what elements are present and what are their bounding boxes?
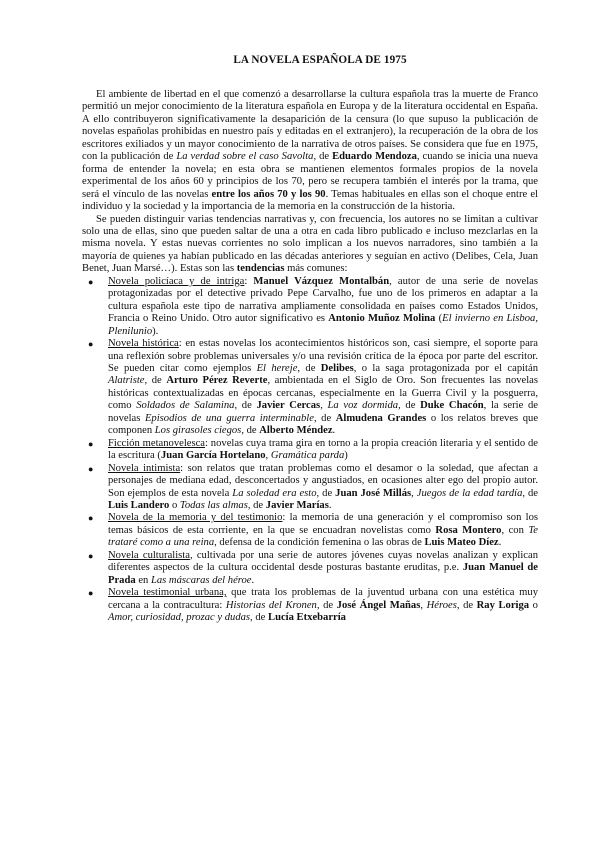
text: . bbox=[328, 499, 332, 511]
work-title: Amor, curiosidad, prozac y dudas bbox=[108, 612, 251, 624]
work-title: La verdad sobre el caso Savolta bbox=[176, 151, 314, 163]
emphasis: tendencias bbox=[236, 263, 285, 275]
text: , de bbox=[234, 400, 257, 412]
text: . bbox=[332, 425, 336, 437]
list-item bbox=[88, 549, 538, 587]
text: , de bbox=[522, 487, 539, 499]
bullet-icon: ● bbox=[88, 588, 94, 599]
work-title: Soldados de Salamina bbox=[136, 400, 235, 412]
work-title: El hereje bbox=[256, 362, 298, 374]
text: . bbox=[251, 574, 255, 586]
document-title: LA NOVELA ESPAÑOLA DE 1975 bbox=[233, 54, 407, 66]
work-title: La soledad era esto bbox=[232, 487, 317, 499]
text: , bbox=[420, 599, 427, 611]
tendencies-paragraph bbox=[82, 214, 538, 276]
author-name: Luis Mateo Díez bbox=[424, 537, 499, 549]
text: , de bbox=[313, 151, 333, 163]
text: , defensa de la condición femenina o las obras de bbox=[214, 537, 425, 549]
list-item bbox=[88, 437, 538, 463]
text: , de bbox=[250, 612, 268, 624]
text: Se pueden distinguir varias tendencias narrativas y, con frecuencia, los autores no se limitan a cultivar solo una de ellas, sino que pueden saltar de una a otra en cada libro publicado e incluso mezclarlas en la misma novela. Y estas nuevas corrientes no solo implican a los nuevos narradores, sino también a la mayoría de quienes ya habían publicado en las décadas anteriores y seguían en activo (Delibes, Cela, Juan Benet, Juan Marsé…). Estas son las bbox=[82, 213, 538, 275]
author-name: Rosa Montero bbox=[435, 524, 502, 536]
author-name: Javier Cercas bbox=[256, 400, 321, 412]
text: ) bbox=[344, 450, 348, 462]
bullet-icon: ● bbox=[88, 276, 94, 287]
author-name: Alberto Méndez bbox=[259, 425, 333, 437]
item-label: Novela policíaca y de intriga bbox=[108, 275, 245, 287]
author-name: Duke Chacón bbox=[420, 400, 484, 412]
text: , bbox=[265, 450, 271, 462]
text: : la memoria de una generación y el compromiso son los temas básicos de esta corriente, en la que se encuadran novelistas como bbox=[108, 512, 538, 536]
text: , cultivada por una serie de autores jóvenes cuyas novelas analizan y explican diferentes aspectos de la cultura occidental desde posturas bastante eruditas, p.e. bbox=[108, 549, 538, 574]
list-item bbox=[88, 587, 538, 624]
bullet-icon: ● bbox=[88, 339, 94, 350]
text: , de bbox=[316, 487, 336, 499]
author-name: Ray Loriga bbox=[476, 599, 530, 611]
text: , de bbox=[316, 599, 337, 611]
text: , bbox=[411, 487, 417, 499]
author-name: Lucía Etxebarría bbox=[268, 612, 346, 624]
work-title: La voz dormida bbox=[327, 400, 399, 412]
work-title: Héroes bbox=[426, 599, 457, 611]
work-title: Las máscaras del héroe bbox=[150, 574, 252, 586]
text: , bbox=[320, 400, 328, 412]
text: : bbox=[244, 275, 254, 287]
author-name: Juan García Hortelano bbox=[160, 450, 266, 462]
text: que trata los problemas de la juventud urbana con una estética muy cercana a la contracultura: bbox=[108, 587, 538, 611]
text: , de bbox=[297, 362, 321, 374]
author-name: Juan José Millás bbox=[335, 487, 412, 499]
text: , cuando se inicia una nueva forma de entender la novela; en esta obra se mantienen elementos formales propios de la novela experimental de los años 60 y principios de los 70, pero se recupera también el interés por la trama, que será el vínculo de las novelas bbox=[82, 151, 538, 200]
tendencies-list bbox=[82, 276, 538, 625]
work-title: El invierno en Lisboa, Plenilunio bbox=[108, 313, 538, 337]
work-title: Alatriste bbox=[108, 375, 145, 387]
author-name: Arturo Pérez Reverte bbox=[166, 375, 268, 387]
text: más comunes: bbox=[284, 263, 348, 275]
text: ). bbox=[152, 325, 159, 337]
text: , de bbox=[398, 400, 421, 412]
author-name: José Ángel Mañas bbox=[336, 599, 421, 611]
author-name: Delibes bbox=[320, 362, 354, 374]
text: o los relatos breves que componen bbox=[108, 412, 539, 437]
item-label: Ficción metanovelesca bbox=[108, 437, 205, 449]
text: , con bbox=[501, 524, 529, 536]
bullet-icon: ● bbox=[88, 463, 94, 474]
text: o bbox=[529, 599, 538, 611]
author-name: Eduardo Mendoza bbox=[332, 151, 417, 163]
item-label: Novela de la memoria y del testimonio bbox=[108, 512, 283, 524]
item-label: Novela intimista bbox=[108, 462, 181, 474]
bullet-icon: ● bbox=[88, 438, 94, 449]
bullet-icon: ● bbox=[88, 513, 94, 524]
text: , de bbox=[247, 499, 266, 511]
text: El ambiente de libertad en el que comenzó a desarrollarse la cultura española tras la muerte de Franco permitió un mejor conocimiento de la literatura española en Europa y de la literatura occidental en España. A ello contribuyeron significativamente la desaparición de la censura (lo que supuso la publicación de novelas españolas prohibidas en nuestro país y editadas en el extranjero), la recuperación de la obra de los escritores exiliados y un mayor conocimiento de la narrativa de otros países. Se considera que fue en 1975, con la publicación de bbox=[82, 89, 538, 163]
author-name: Antonio Muñoz Molina bbox=[328, 313, 436, 325]
list-item bbox=[88, 462, 539, 513]
list-item bbox=[88, 275, 539, 338]
text: , de bbox=[144, 375, 167, 387]
bullet-icon: ● bbox=[88, 550, 94, 561]
text: , la serie de novelas bbox=[108, 400, 538, 424]
text: ( bbox=[435, 313, 443, 325]
work-title: Todas las almas bbox=[179, 499, 248, 511]
text: : son relatos que tratan problemas como el desamor o la soledad, que afectan a personajes de mediana edad, desconcertados y angustiados, en ocasiones alter ego del propio autor. Son ejemplos de esta novela bbox=[108, 462, 538, 499]
text: : novelas cuya trama gira en torno a la propia creación literaria y el sentido de la escritura ( bbox=[108, 437, 538, 462]
list-item bbox=[88, 512, 538, 549]
work-title: Te trataré como a una reina bbox=[108, 524, 538, 549]
text: , de bbox=[456, 599, 477, 611]
author-name: Manuel Vázquez Montalbán bbox=[253, 275, 390, 287]
text: , ambientada en el Siglo de Oro. Son frecuentes las novelas históricas contextualizadas en épocas cercanas, especialmente en la Guerra Civil y la posguerra, como bbox=[108, 375, 539, 412]
text: : en estas novelas los acontecimientos históricos son, casi siempre, el soporte para una reflexión sobre problemas universales y/o una revisión crítica de la época por parte del escritor. Se pueden citar como ejemplos bbox=[108, 338, 538, 374]
work-title: Episodios de una guerra interminable bbox=[144, 412, 314, 424]
author-name: Almudena Grandes bbox=[335, 412, 427, 424]
author-name: Javier Marías bbox=[265, 499, 329, 511]
intro-paragraph bbox=[82, 89, 538, 214]
text: , o la saga protagonizada por el capitán bbox=[353, 362, 539, 374]
work-title: Los girasoles ciegos bbox=[154, 425, 242, 437]
item-label: Novela testimonial urbana, bbox=[108, 587, 227, 599]
work-title: Gramática parda bbox=[270, 450, 345, 462]
item-label: Novela histórica bbox=[108, 338, 179, 350]
author-name: Luis Landero bbox=[108, 499, 170, 511]
text: , autor de una serie de novelas protagonizadas por el detective privado Pepe Carvalho, fue uno de los primeros en adaptar a la cultura española este tipo de narrativa ampliamente consolidada en países como Estados Unidos, Francia o Reino Unido. Otro autor significativo es bbox=[108, 275, 539, 325]
item-label: Novela culturalista bbox=[108, 549, 190, 561]
text: en bbox=[135, 574, 151, 586]
emphasis: entre los años 70 y los 90 bbox=[211, 188, 326, 200]
work-title: Historias del Kronen bbox=[225, 599, 317, 611]
author-name: Juan Manuel de Prada bbox=[108, 562, 538, 586]
list-item bbox=[88, 338, 539, 438]
text: , de bbox=[241, 425, 260, 437]
text: , de bbox=[313, 412, 336, 424]
text: . bbox=[498, 537, 502, 549]
text: o bbox=[169, 499, 180, 511]
work-title: Juegos de la edad tardía bbox=[416, 487, 523, 499]
text: . Temas habituales en ellas son el choque entre el individuo y la sociedad y la importancia de la memoria en la construcción de la historia. bbox=[82, 188, 538, 213]
